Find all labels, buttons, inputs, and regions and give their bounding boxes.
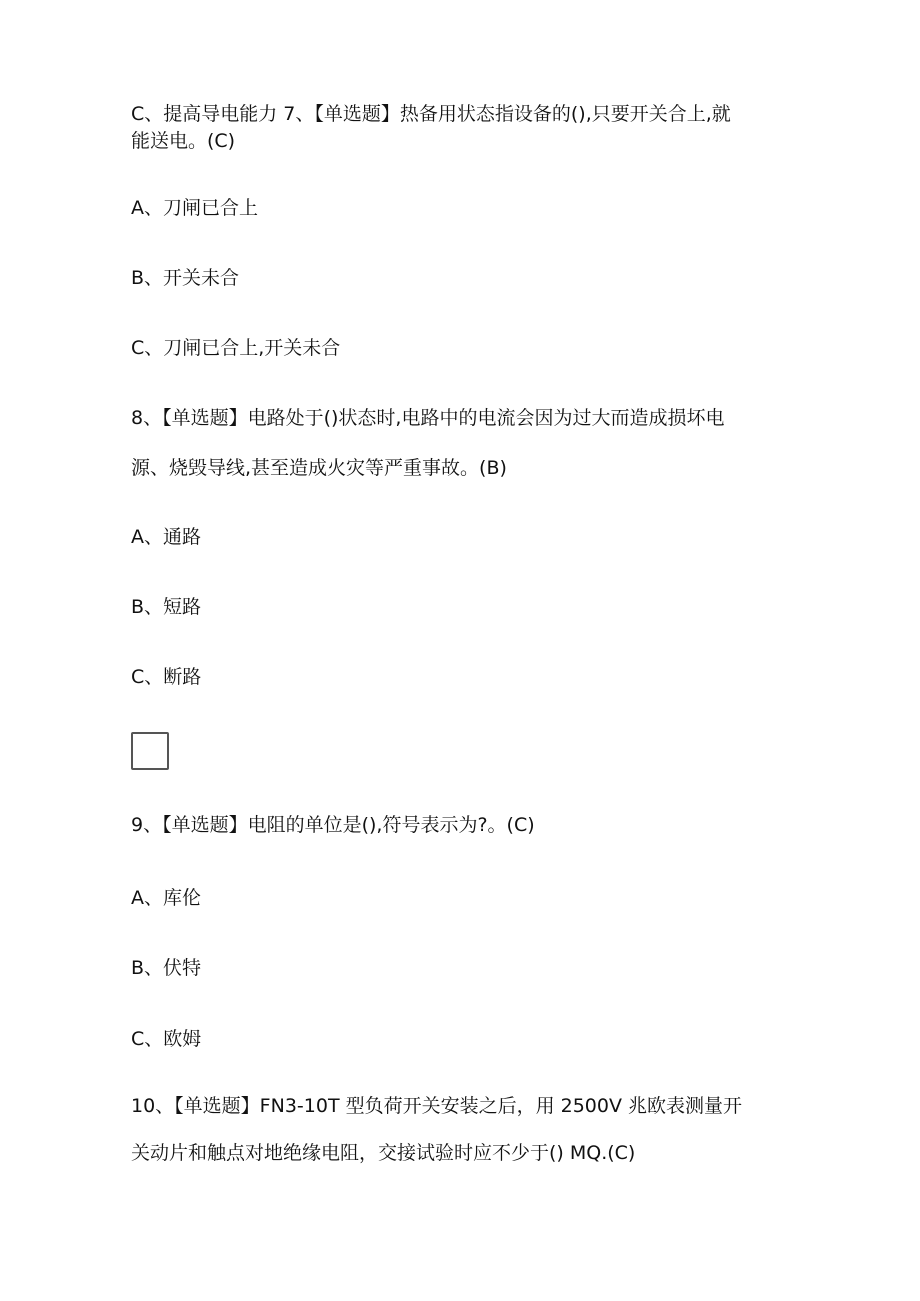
q8-stem-line1: 8、【单选题】电路处于()状态时,电路中的电流会因为过大而造成损坏电: [131, 407, 725, 429]
q7-stem-line1: C、提高导电能力 7、【单选题】热备用状态指设备的(),只要开关合上,就: [131, 103, 731, 125]
empty-checkbox[interactable]: [131, 732, 169, 770]
q9-option-a: A、库伦: [131, 887, 201, 909]
q8-option-c: C、断路: [131, 666, 202, 688]
q7-option-a: A、刀闸已合上: [131, 197, 258, 219]
q9-option-b: B、伏特: [131, 957, 202, 979]
q7-option-c: C、刀闸已合上,开关未合: [131, 337, 341, 359]
q8-option-a: A、通路: [131, 526, 201, 548]
q8-option-b: B、短路: [131, 596, 202, 618]
q7-stem-line2: 能送电。(C): [131, 130, 236, 152]
q8-stem-line2: 源、烧毁导线,甚至造成火灾等严重事故。(B): [131, 457, 507, 479]
q9-option-c: C、欧姆: [131, 1028, 202, 1050]
q10-stem-line2: 关动片和触点对地绝缘电阻，交接试验时应不少于() MQ.(C): [131, 1142, 636, 1164]
q9-stem: 9、【单选题】电阻的单位是(),符号表示为?。(C): [131, 814, 535, 836]
q7-option-b: B、开关未合: [131, 267, 240, 289]
q10-stem-line1: 10、【单选题】FN3-10T 型负荷开关安装之后，用 2500V 兆欧表测量开: [131, 1095, 743, 1117]
